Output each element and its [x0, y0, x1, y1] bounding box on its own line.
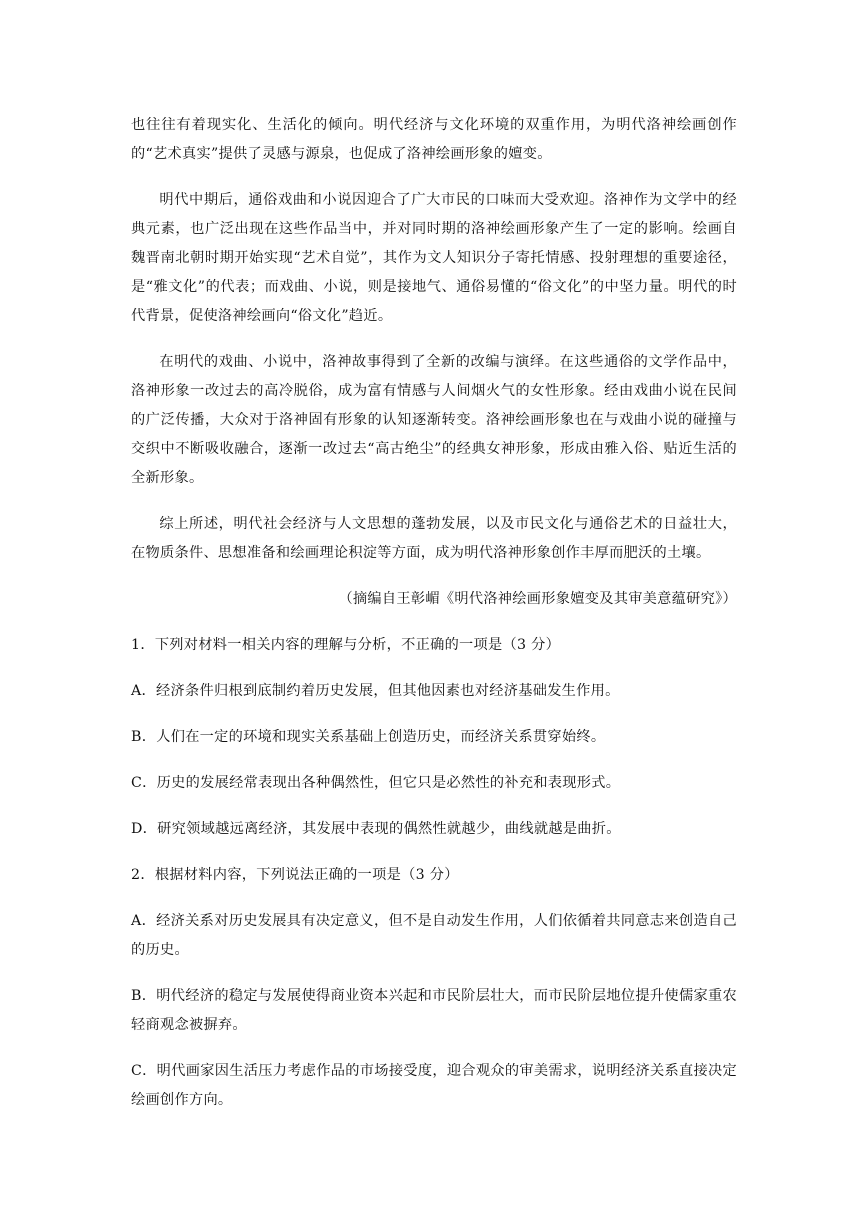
article-paragraph: 在明代的戏曲、小说中，洛神故事得到了全新的改编与演绎。在这些通俗的文学作品中，洛神形象一改过去的高冷脱俗，成为富有情感与人间烟火气的女性形象。经由戏曲小说在民间的广泛传播，大众对于洛神固有形象的认知逐渐转变。洛神绘画形象也在与戏曲小说的碰撞与交织中不断吸收融合，逐渐一改过去“高古绝尘”的经典女神形象，形成由雅入俗、贴近生活的全新形象。 — [131, 354, 737, 486]
question-1-option-a: A．经济条件归根到底制约着历史发展，但其他因素也对经济基础发生作用。 — [131, 683, 620, 699]
page-content — [131, 111, 737, 1132]
article-paragraph-continued: 也往往有着现实化、生活化的倾向。明代经济与文化环境的双重作用，为明代洛神绘画创作的“艺术真实”提供了灵感与源泉，也促成了洛神绘画形象的嬗变。 — [131, 117, 737, 162]
article-paragraph: 综上所述，明代社会经济与人文思想的蓬勃发展，以及市民文化与通俗艺术的日益壮大，在物质条件、思想准备和绘画理论积淀等方面，成为明代洛神形象创作丰厚而肥沃的土壤。 — [131, 516, 737, 561]
article-paragraph: 明代中期后，通俗戏曲和小说因迎合了广大市民的口味而大受欢迎。洛神作为文学中的经典元素，也广泛出现在这些作品当中，并对同时期的洛神绘画形象产生了一定的影响。绘画自魏晋南北朝时期开始实现“艺术自觉”，其作为文人知识分子寄托情感、投射理想的重要途径，是“雅文化”的代表；而戏曲、小说，则是接地气、通俗易懂的“俗文化”的中坚力量。明代的时代背景，促使洛神绘画向“俗文化”趋近。 — [131, 192, 737, 324]
question-2-option-c: C．明代画家因生活压力考虑作品的市场接受度，迎合观众的审美需求，说明经济关系直接决定绘画创作方向。 — [131, 1063, 737, 1108]
question-2-option-a: A．经济关系对历史发展具有决定意义，但不是自动发生作用，人们依循着共同意志来创造自己的历史。 — [131, 913, 737, 958]
question-2-stem: 2．根据材料内容，下列说法正确的一项是（3 分） — [131, 867, 459, 883]
question-1-option-d: D．研究领域越远离经济，其发展中表现的偶然性就越少，曲线就越是曲折。 — [131, 821, 621, 837]
question-1-option-c: C．历史的发展经常表现出各种偶然性，但它只是必然性的补充和表现形式。 — [131, 775, 621, 791]
question-2-option-b: B．明代经济的稳定与发展使得商业资本兴起和市民阶层壮大，而市民阶层地位提升使儒家重农轻商观念被摒弃。 — [131, 988, 737, 1033]
article-source-citation: （摘编自王彰嵋《明代洛神绘画形象嬗变及其审美意蕴研究》） — [338, 591, 737, 607]
question-1-stem: 1．下列对材料一相关内容的理解与分析，不正确的一项是（3 分） — [131, 637, 561, 653]
question-1-option-b: B．人们在一定的环境和现实关系基础上创造历史，而经济关系贯穿始终。 — [131, 729, 606, 745]
